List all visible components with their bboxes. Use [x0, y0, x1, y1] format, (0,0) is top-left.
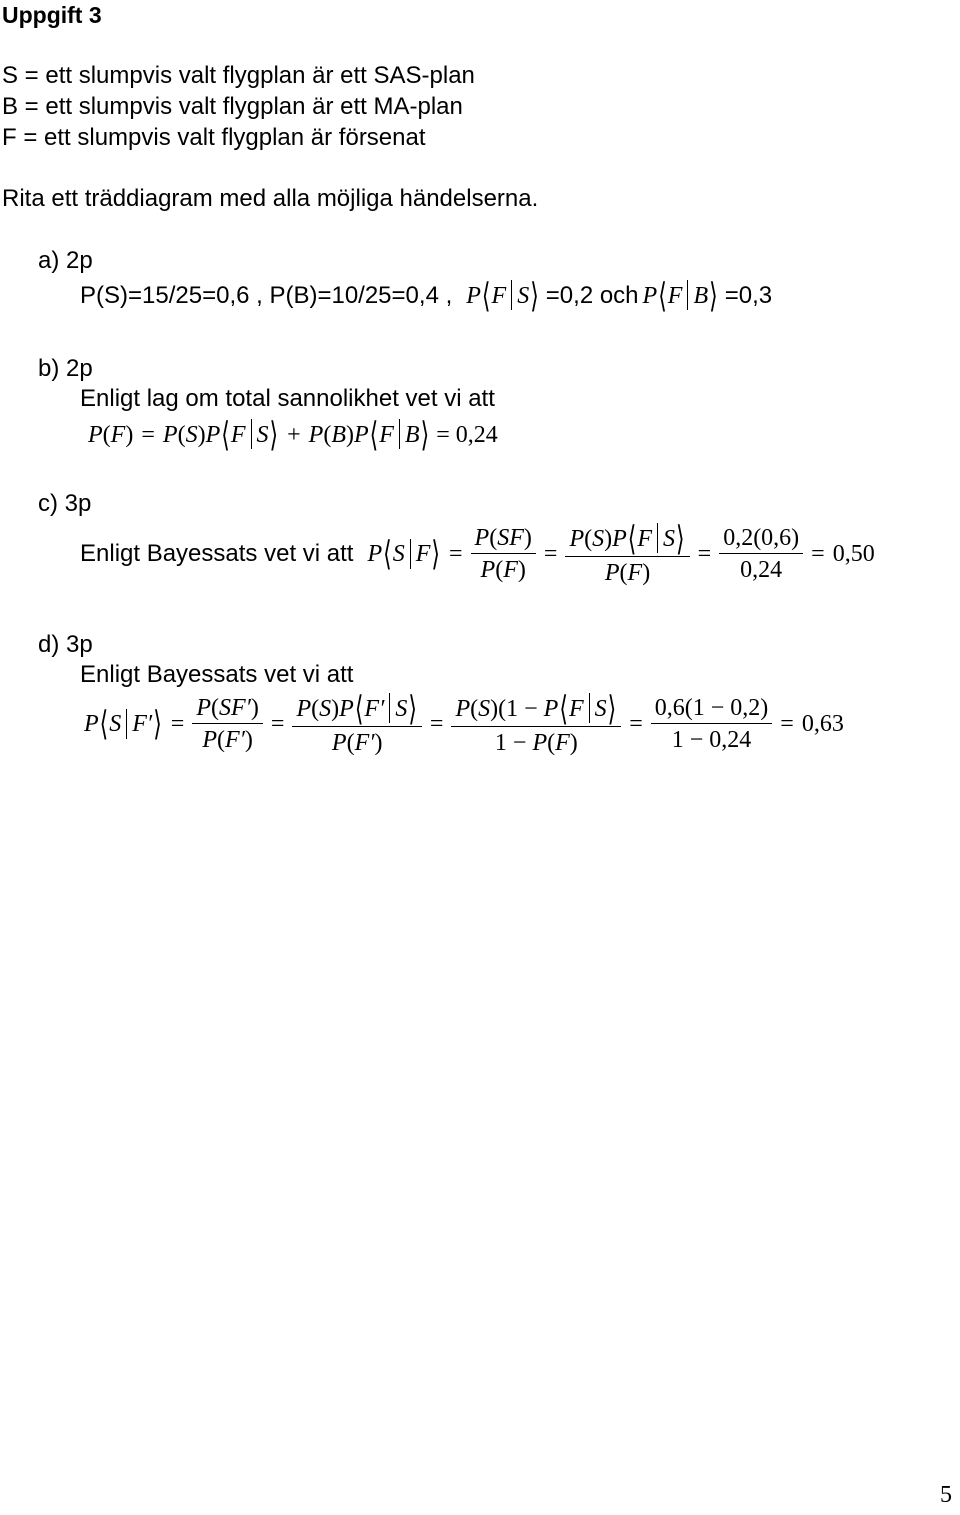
fraction-c2: $\frac{\text{P(S)P⟨F S⟩}}{P(F)}$ — [565, 523, 689, 585]
part-a-text: P(S)=15/25=0,6 , P(B)=10/25=0,4 , — [80, 282, 453, 309]
part-d-label: d) 3p — [38, 631, 93, 658]
definition-s: S = ett slumpvis valt flygplan är ett SAS-plan — [2, 62, 475, 89]
fraction-d4-numerator: 0,6(1 − 0,2) — [654, 695, 769, 721]
fraction-c3-denominator: 0,24 — [719, 553, 803, 582]
part-a-label: a) 2p — [38, 247, 93, 274]
fraction-d1: $\frac{P(SF')}{P(F')}$ — [192, 696, 263, 752]
part-a-val2: =0,3 — [724, 282, 773, 309]
fraction-d4 — [651, 696, 773, 752]
part-c-result: 0,50 — [832, 541, 875, 567]
fraction-c3 — [719, 526, 803, 582]
part-b-result: = 0,24 — [436, 422, 498, 448]
part-d-result: 0,63 — [801, 711, 844, 737]
formula-p-f-given-b: P⟨F B⟩ — [642, 275, 718, 315]
instruction: Rita ett träddiagram med alla möjliga händelserna. — [2, 185, 539, 212]
fraction-c1: $\frac{P(SF)}{P(F)}$ — [471, 526, 536, 582]
formula-p-f-given-s: P⟨F S⟩ — [466, 275, 539, 315]
part-b-label: b) 2p — [38, 355, 93, 382]
part-a-line — [80, 275, 773, 315]
definition-b: B = ett slumpvis valt flygplan är ett MA-plan — [2, 93, 463, 120]
formula-bayes-c: P ⟨ S F ⟩ = $\frac{P(SF)}{P(F)}$ = $\frac{\text{P(S)P⟨F S⟩}}{P(F)}$ = $\frac{0,2(0,6)}{0,24}$ = 0,50 — [367, 518, 875, 586]
fraction-d3: $\frac{\text{P(S)(1 − P⟨F S⟩}}{1 - P(F)}$ — [451, 693, 621, 755]
part-c-label: c) 3p — [38, 490, 92, 517]
definition-f: F = ett slumpvis valt flygplan är försenat — [2, 124, 426, 151]
fraction-c3-numerator: 0,2(0,6) — [723, 525, 800, 551]
page-title: Uppgift 3 — [2, 2, 102, 28]
part-b-text: Enligt lag om total sannolikhet vet vi att — [80, 385, 495, 412]
part-c-line — [80, 518, 875, 586]
part-c-text: Enligt Bayessats vet vi att — [80, 540, 354, 567]
page-number: 5 — [940, 1482, 952, 1508]
part-d-text: Enligt Bayessats vet vi att — [80, 661, 354, 688]
part-a-val1: =0,2 och — [545, 282, 639, 309]
fraction-d4-denominator: 1 − 0,24 — [651, 723, 773, 752]
formula-total-probability: P(F) = P(S)P⟨F S⟩ + P(B)P⟨F B⟩ = 0,24 — [88, 414, 498, 454]
formula-bayes-d: P ⟨ S F′ ⟩ = $\frac{P(SF')}{P(F')}$ = $\frac{P(S)P⟨F' S⟩}{P(F')}$ = $\frac{\text{P(S)(1 − P⟨F S⟩}}{1 - P(F)}$ = $\frac{0,6(1 - 0,2)}{1 - 0,24}$ = 0,63 — [84, 688, 844, 756]
fraction-d2: $\frac{P(S)P⟨F' S⟩}{P(F')}$ — [292, 693, 421, 755]
